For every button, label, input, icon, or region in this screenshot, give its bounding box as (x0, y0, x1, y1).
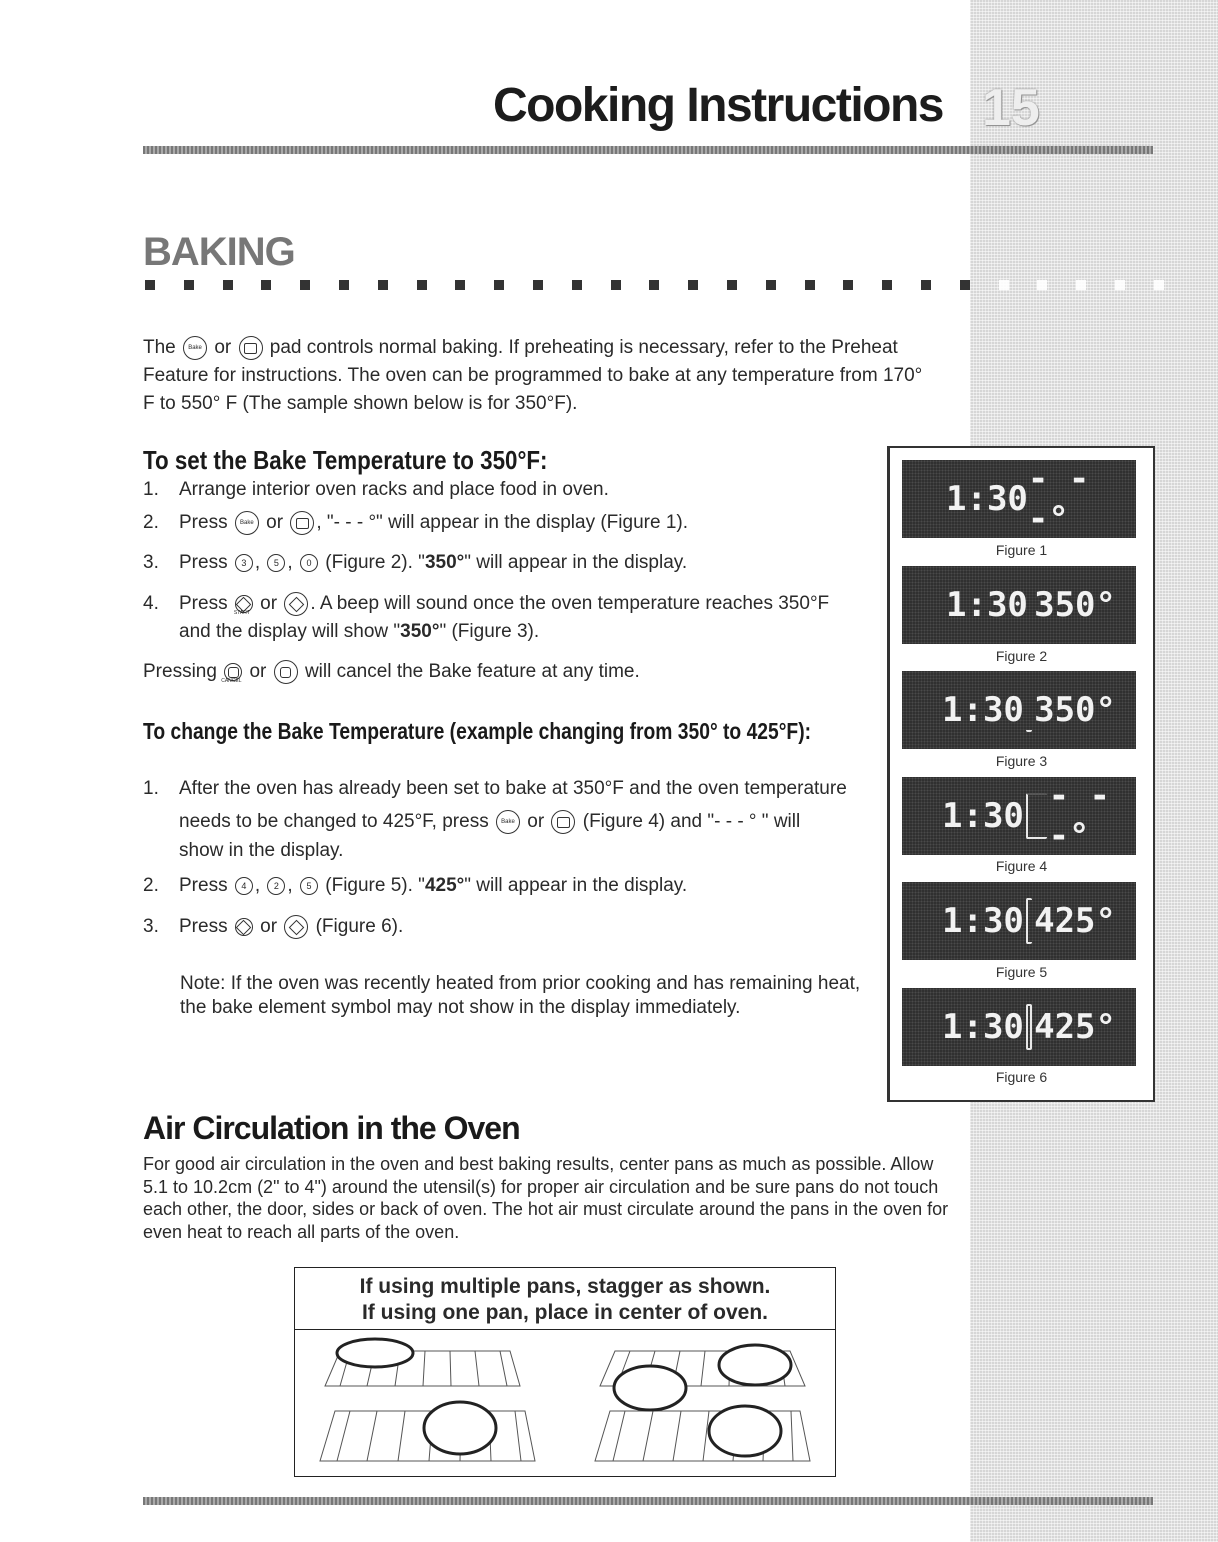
key-4-icon: 4 (235, 877, 253, 895)
bake-key-icon (239, 336, 263, 360)
page-title: Cooking Instructions (493, 79, 943, 132)
oven-display-6: 1:30 425° (902, 988, 1136, 1066)
step-change-3: 3. Press or (Figure 6). (143, 916, 404, 937)
step-change-2: 2. Press 4 , 2 , 5 (Figure 5). "425°" will appear in the display. (143, 875, 688, 896)
section-dot (184, 280, 194, 290)
start-key-icon (284, 592, 308, 616)
step-set-3: 3. Press 3 , 5 , 0 (Figure 2). "350°" will appear in the display. (143, 552, 688, 573)
pan-placement-caption: If using multiple pans, stagger as shown. If using one pan, place in center of oven. (295, 1268, 835, 1330)
section-dot (1154, 280, 1164, 290)
bake-element-symbol (1026, 898, 1032, 944)
section-dot (1115, 280, 1125, 290)
section-dot (261, 280, 271, 290)
section-dot (339, 280, 349, 290)
bake-pad-icon: Bake (235, 511, 259, 535)
bake-element-symbol (1026, 688, 1032, 732)
section-dot (1076, 280, 1086, 290)
figure-caption: Figure 4 (995, 858, 1048, 874)
section-dot (378, 280, 388, 290)
figure-caption: Figure 6 (995, 1069, 1048, 1085)
oven-display-2: 1:30 350° (902, 566, 1136, 644)
change-temp-heading: To change the Bake Temperature (example changing from 350° to 425°F): (143, 718, 812, 744)
cancel-key-icon (274, 660, 298, 684)
bake-key-icon (551, 810, 575, 834)
figure-caption: Figure 2 (995, 648, 1048, 664)
key-5-icon: 5 (300, 877, 318, 895)
key-2-icon: 2 (267, 877, 285, 895)
intro-paragraph: The Bake or pad controls normal baking. If preheating is necessary, refer to the Preheat Feature for instructions. The oven can be programmed to bake at any temperature from 170° F to 550° F (The sample shown below is for 350°F). (143, 337, 923, 414)
cancel-line: Pressing CANCEL or will cancel the Bake feature at any time. (143, 661, 640, 684)
section-dots (143, 280, 1153, 292)
section-dot (611, 280, 621, 290)
note-text: Note: If the oven was recently heated from prior cooking and has remaining heat, the bake element symbol may not show in the display immediately. (180, 973, 861, 1018)
figure-caption: Figure 1 (995, 542, 1048, 558)
start-key-icon (284, 915, 308, 939)
key-0-icon: 0 (300, 554, 318, 572)
section-dot (223, 280, 233, 290)
air-circulation-text: For good air circulation in the oven and best baking results, center pans as much as possible. Allow 5.1 to 10.2cm (2" to 4") around the utensil(s) for proper air circulation and be sure pans do not touch each other, the door, sides or back of oven. The hot air must circulate around the pans in the oven for even heat to reach all parts of the oven. (143, 1154, 949, 1242)
start-pad-icon (235, 918, 253, 936)
section-dot (805, 280, 815, 290)
section-dot (572, 280, 582, 290)
section-dot (921, 280, 931, 290)
section-dot (727, 280, 737, 290)
step-set-2: 2. Press Bake or , "- - - °" will appear in the display (Figure 1). (143, 512, 688, 533)
section-dot (455, 280, 465, 290)
section-dot (417, 280, 427, 290)
bake-pad-icon: Bake (496, 810, 520, 834)
key-5-icon: 5 (267, 554, 285, 572)
step-set-4: 4. Press START or . A beep will sound once the oven temperature reaches 350°F and the display will show "350°" (Figure 3). (143, 593, 830, 642)
bake-element-symbol (1026, 793, 1047, 839)
set-temp-heading: To set the Bake Temperature to 350°F: (143, 445, 548, 475)
oven-display-3: 1:30 350° (902, 671, 1136, 749)
pan-icon (424, 1402, 496, 1454)
pan-icon (337, 1339, 413, 1367)
bake-element-symbol (1026, 1004, 1032, 1050)
air-circulation-title: Air Circulation in the Oven (143, 1110, 520, 1146)
section-dot (649, 280, 659, 290)
section-dot (1037, 280, 1047, 290)
figures-panel (887, 446, 1155, 1102)
bake-pad-icon: Bake (183, 336, 207, 360)
pan-icon (709, 1406, 781, 1456)
section-title: BAKING (143, 230, 295, 274)
section-dot (533, 280, 543, 290)
page-number: 15 (982, 79, 1040, 137)
section-dot (145, 280, 155, 290)
key-3-icon: 3 (235, 554, 253, 572)
bake-key-icon (290, 511, 314, 535)
cancel-pad-icon: CANCEL (224, 663, 242, 681)
section-dot (882, 280, 892, 290)
step-set-1: 1. Arrange interior oven racks and place food in oven. (143, 479, 609, 500)
section-dot (960, 280, 970, 290)
section-dot (766, 280, 776, 290)
figure-caption: Figure 5 (995, 964, 1048, 980)
pan-placement-illustration (295, 1331, 835, 1475)
oven-display-4: 1:30 - - -° (902, 777, 1136, 855)
section-dot (843, 280, 853, 290)
top-rule (143, 146, 1153, 154)
pan-icon (614, 1366, 686, 1410)
section-dot (999, 280, 1009, 290)
section-dot (494, 280, 504, 290)
oven-display-1: 1:30 - - -° (902, 460, 1136, 538)
start-pad-icon: START (235, 595, 253, 613)
oven-display-5: 1:30 425° (902, 882, 1136, 960)
pan-placement-box (294, 1267, 836, 1477)
step-change-1: 1. After the oven has already been set to bake at 350°F and the oven temperature needs to be changed to 425°F, press Bake or (Figure 4) and "- - - ° " will show in the display. (143, 778, 847, 861)
bottom-rule (143, 1497, 1153, 1505)
figure-caption: Figure 3 (995, 753, 1048, 769)
section-dot (300, 280, 310, 290)
pan-icon (719, 1345, 791, 1385)
section-dot (688, 280, 698, 290)
